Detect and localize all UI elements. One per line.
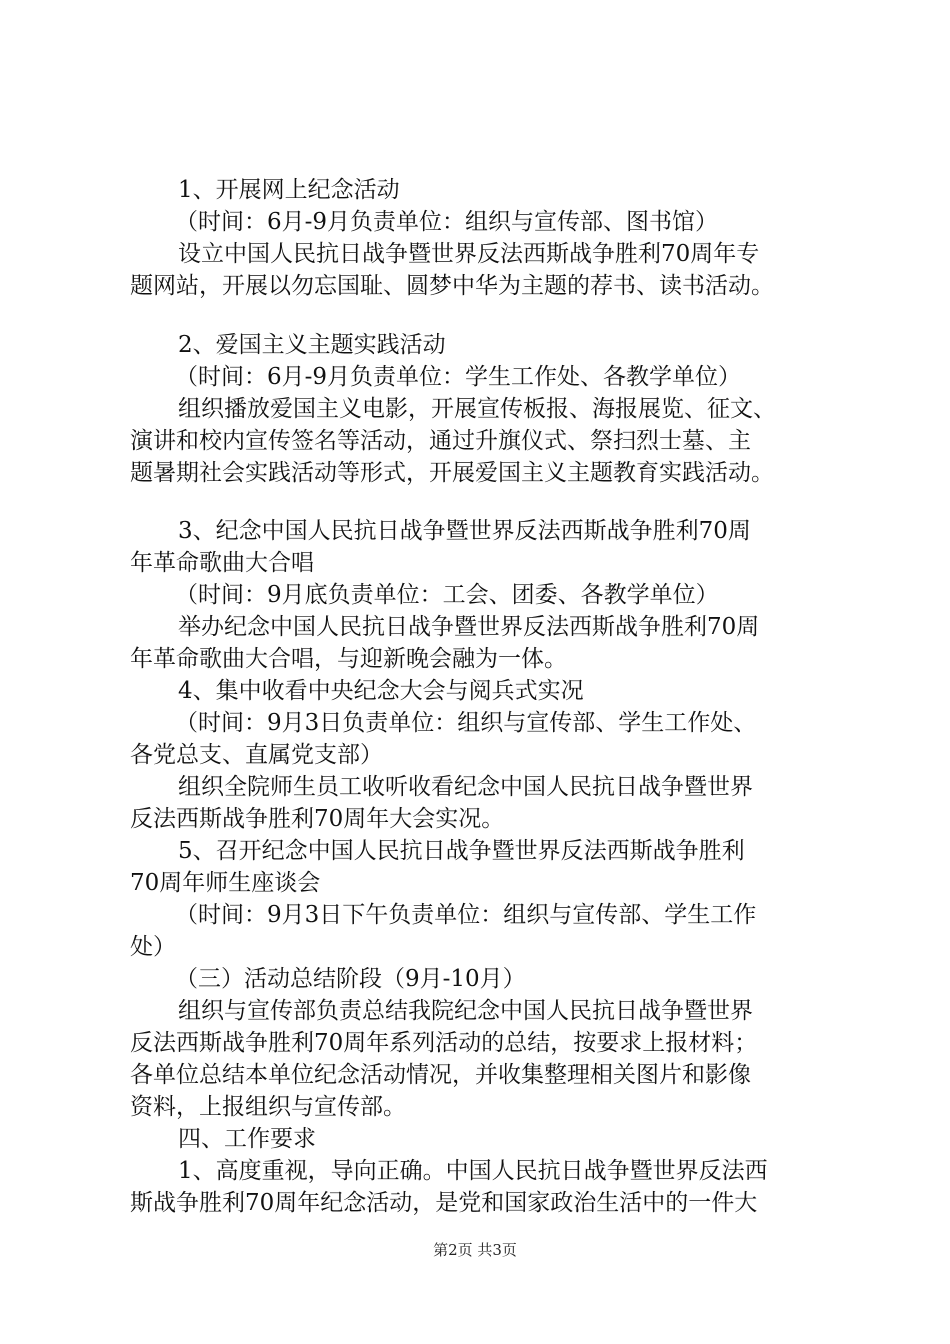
text-line: 处） bbox=[130, 934, 176, 960]
text-line: 各党总支、直属党支部） bbox=[130, 742, 383, 768]
text-line: （时间：6月-9月负责单位：学生工作处、各教学单位） bbox=[175, 364, 742, 390]
text-line: （时间：9月3日负责单位：组织与宣传部、学生工作处、 bbox=[175, 710, 757, 736]
text-line: （时间：6月-9月负责单位：组织与宣传部、图书馆） bbox=[175, 209, 719, 235]
text-line: 组织全院师生员工收听收看纪念中国人民抗日战争暨世界 bbox=[178, 774, 753, 800]
text-line: 反法西斯战争胜利70周年大会实况。 bbox=[130, 806, 505, 832]
text-line: 3、纪念中国人民抗日战争暨世界反法西斯战争胜利70周 bbox=[178, 518, 751, 544]
text-line: 年革命歌曲大合唱，与迎新晚会融为一体。 bbox=[130, 646, 567, 672]
text-line: 反法西斯战争胜利70周年系列活动的总结，按要求上报材料； bbox=[130, 1030, 758, 1056]
text-line: 组织播放爱国主义电影，开展宣传板报、海报展览、征文、 bbox=[178, 396, 776, 422]
text-line: 设立中国人民抗日战争暨世界反法西斯战争胜利70周年专 bbox=[178, 241, 760, 267]
section-heading: （三）活动总结阶段（9月-10月） bbox=[175, 966, 526, 992]
text-line: 各单位总结本单位纪念活动情况，并收集整理相关图片和影像 bbox=[130, 1062, 751, 1088]
text-line: 举办纪念中国人民抗日战争暨世界反法西斯战争胜利70周 bbox=[178, 614, 760, 640]
text-line: （时间：9月3日下午负责单位：组织与宣传部、学生工作 bbox=[175, 902, 757, 928]
text-line: 演讲和校内宣传签名等活动，通过升旗仪式、祭扫烈士墓、主 bbox=[130, 428, 751, 454]
text-line: 1、高度重视，导向正确。中国人民抗日战争暨世界反法西 bbox=[178, 1158, 768, 1184]
text-line: 4、集中收看中央纪念大会与阅兵式实况 bbox=[178, 678, 584, 704]
text-line: 资料，上报组织与宣传部。 bbox=[130, 1094, 406, 1120]
section-heading: 四、工作要求 bbox=[178, 1126, 316, 1152]
text-line: （时间：9月底负责单位：工会、团委、各教学单位） bbox=[175, 582, 719, 608]
text-line: 1、开展网上纪念活动 bbox=[178, 177, 400, 203]
page-footer: 第2页 共3页 bbox=[433, 1241, 517, 1259]
text-line: 题暑期社会实践活动等形式，开展爱国主义主题教育实践活动。 bbox=[130, 460, 774, 486]
text-line: 题网站，开展以勿忘国耻、圆梦中华为主题的荐书、读书活动。 bbox=[130, 273, 774, 299]
text-line: 年革命歌曲大合唱 bbox=[130, 550, 314, 576]
text-line: 2、爱国主义主题实践活动 bbox=[178, 332, 446, 358]
text-line: 70周年师生座谈会 bbox=[130, 870, 321, 896]
text-line: 斯战争胜利70周年纪念活动，是党和国家政治生活中的一件大 bbox=[130, 1190, 758, 1216]
text-line: 组织与宣传部负责总结我院纪念中国人民抗日战争暨世界 bbox=[178, 998, 753, 1024]
text-line: 5、召开纪念中国人民抗日战争暨世界反法西斯战争胜利 bbox=[178, 838, 745, 864]
